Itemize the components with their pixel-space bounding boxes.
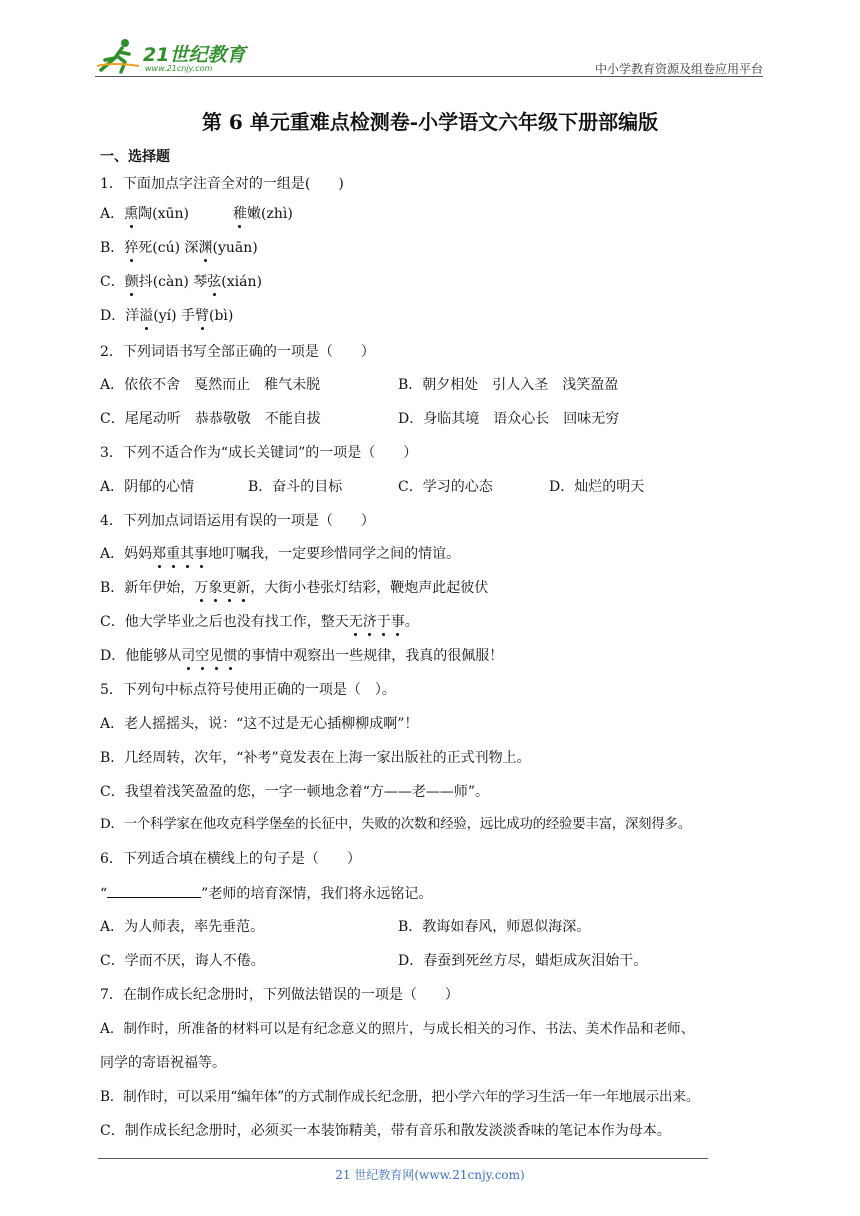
q2-option-b: B．朝夕相处 引人入圣 浅笑盈盈 bbox=[398, 377, 619, 393]
q6-fill-sentence: “ ”老师的培育深情，我们将永远铭记。 bbox=[100, 883, 432, 904]
q5-option-b: B．几经周转，次年，“补考”竟发表在上海一家出版社的正式刊物上。 bbox=[100, 750, 531, 766]
fill-blank bbox=[107, 883, 201, 898]
q6-option-a: A．为人师表，率先垂范。 bbox=[100, 919, 265, 935]
emphasis-char: 于 bbox=[376, 614, 391, 630]
emphasis-char: 济 bbox=[362, 614, 377, 630]
emphasis-char: 其 bbox=[180, 546, 195, 562]
emphasis-char: 事 bbox=[390, 614, 405, 630]
question-4-stem: 4．下列加点词语运用有误的一项是（ ） bbox=[100, 513, 375, 529]
logo-text: 21世纪教育 bbox=[143, 44, 246, 66]
q7-option-c: C．制作成长纪念册时，必须买一本装饰精美，带有音乐和散发淡淡香味的笔记本作为母本。 bbox=[100, 1123, 671, 1139]
emphasis-char: 司 bbox=[181, 648, 196, 664]
q2-option-d: D．身临其境 语众心长 回味无穷 bbox=[398, 411, 620, 427]
question-6-stem: 6．下列适合填在横线上的句子是（ ） bbox=[100, 851, 361, 867]
page-header bbox=[95, 30, 763, 78]
q4-option-c: C．他大学毕业之后也没有找工作，整天无济于事。 bbox=[100, 614, 419, 630]
q6-option-d: D．春蚕到死丝方尽，蜡炬成灰泪始干。 bbox=[398, 953, 648, 969]
q1-option-b: B．猝死(cú) 深渊(yuān) bbox=[100, 240, 258, 256]
q4-option-a: A．妈妈郑重其事地叮嘱我，一定要珍惜同学之间的情谊。 bbox=[100, 546, 461, 562]
question-7-stem: 7．在制作成长纪念册时，下列做法错误的一项是（ ） bbox=[100, 987, 459, 1003]
header-divider bbox=[95, 76, 763, 77]
q4-option-d: D．他能够从司空见惯的事情中观察出一些规律，我真的很佩服！ bbox=[100, 648, 504, 664]
q3-option-d: D．灿烂的明天 bbox=[549, 479, 645, 495]
emphasis-char: 事 bbox=[194, 546, 209, 562]
emphasis-char: 万 bbox=[194, 580, 209, 596]
footer-text: 21 世纪教育网(www.21cnjy.com) bbox=[335, 1168, 525, 1182]
q7-option-a-cont: 同学的寄语祝福等。 bbox=[100, 1055, 226, 1071]
q7-option-b: B．制作时，可以采用“编年体”的方式制作成长纪念册，把小学六年的学习生活一年一年地展示出来。 bbox=[100, 1089, 700, 1105]
q7-option-a: A．制作时，所准备的材料可以是有纪念意义的照片，与成长相关的习作、书法、美术作品和老师、 bbox=[100, 1021, 695, 1037]
q4-option-b: B．新年伊始，万象更新，大街小巷张灯结彩，鞭炮声此起彼伏 bbox=[100, 580, 489, 596]
question-2-stem: 2．下列词语书写全部正确的一项是（ ） bbox=[100, 344, 375, 360]
q1-option-c: C．颤抖(càn) 琴弦(xián) bbox=[100, 274, 262, 290]
q5-option-d: D．一个科学家在他攻克科学堡垒的长征中，失败的次数和经验，远比成功的经验要丰富，深刻得多。 bbox=[100, 817, 691, 832]
q3-option-b: B．奋斗的目标 bbox=[248, 479, 343, 495]
q5-option-c: C．我望着浅笑盈盈的您，一字一顿地念着“方——老——师”。 bbox=[100, 784, 490, 800]
page-title: 第 6 单元重难点检测卷-小学语文六年级下册部编版 bbox=[201, 110, 659, 134]
q3-option-a: A．阴郁的心情 bbox=[100, 479, 195, 495]
question-5-stem: 5．下列句中标点符号使用正确的一项是（ ）。 bbox=[100, 682, 396, 698]
emphasis-char: 新 bbox=[236, 580, 251, 596]
footer-divider bbox=[98, 1158, 708, 1159]
q6-option-b: B．教诲如春风，师恩似海深。 bbox=[398, 919, 591, 935]
emphasis-char: 象 bbox=[208, 580, 223, 596]
emphasis-char: 重 bbox=[166, 546, 181, 562]
q6-option-c: C．学而不厌，诲人不倦。 bbox=[100, 953, 265, 969]
emphasis-char: 空 bbox=[195, 648, 210, 664]
q1-option-a: A．熏陶(xūn) 稚嫩(zhì) bbox=[100, 206, 293, 222]
q2-option-a: A．依依不舍 戛然而止 稚气未脱 bbox=[100, 377, 321, 393]
q2-option-c: C．尾尾动听 恭恭敬敬 不能自拔 bbox=[100, 411, 321, 427]
question-3-stem: 3．下列不适合作为“成长关键词”的一项是（ ） bbox=[100, 445, 418, 461]
emphasis-char: 更 bbox=[222, 580, 237, 596]
emphasis-char: 惯 bbox=[223, 648, 238, 664]
q1-option-d: D．洋溢(yí) 手臂(bì) bbox=[100, 308, 234, 324]
logo bbox=[95, 36, 246, 76]
q5-option-a: A．老人摇摇头，说：“这不过是无心插柳柳成啊”！ bbox=[100, 716, 419, 732]
emphasis-char: 郑 bbox=[152, 546, 167, 562]
q3-option-c: C．学习的心态 bbox=[398, 479, 493, 495]
emphasis-char: 见 bbox=[209, 648, 224, 664]
logo-url: www.21cnjy.com bbox=[145, 64, 213, 73]
runner-logo-icon bbox=[95, 36, 143, 76]
emphasis-char: 无 bbox=[348, 614, 363, 630]
platform-label: 中小学教育资源及组卷应用平台 bbox=[594, 62, 763, 76]
question-1-stem: 1．下面加点字注音全对的一组是( ) bbox=[100, 176, 344, 192]
section-heading: 一、选择题 bbox=[100, 149, 170, 165]
